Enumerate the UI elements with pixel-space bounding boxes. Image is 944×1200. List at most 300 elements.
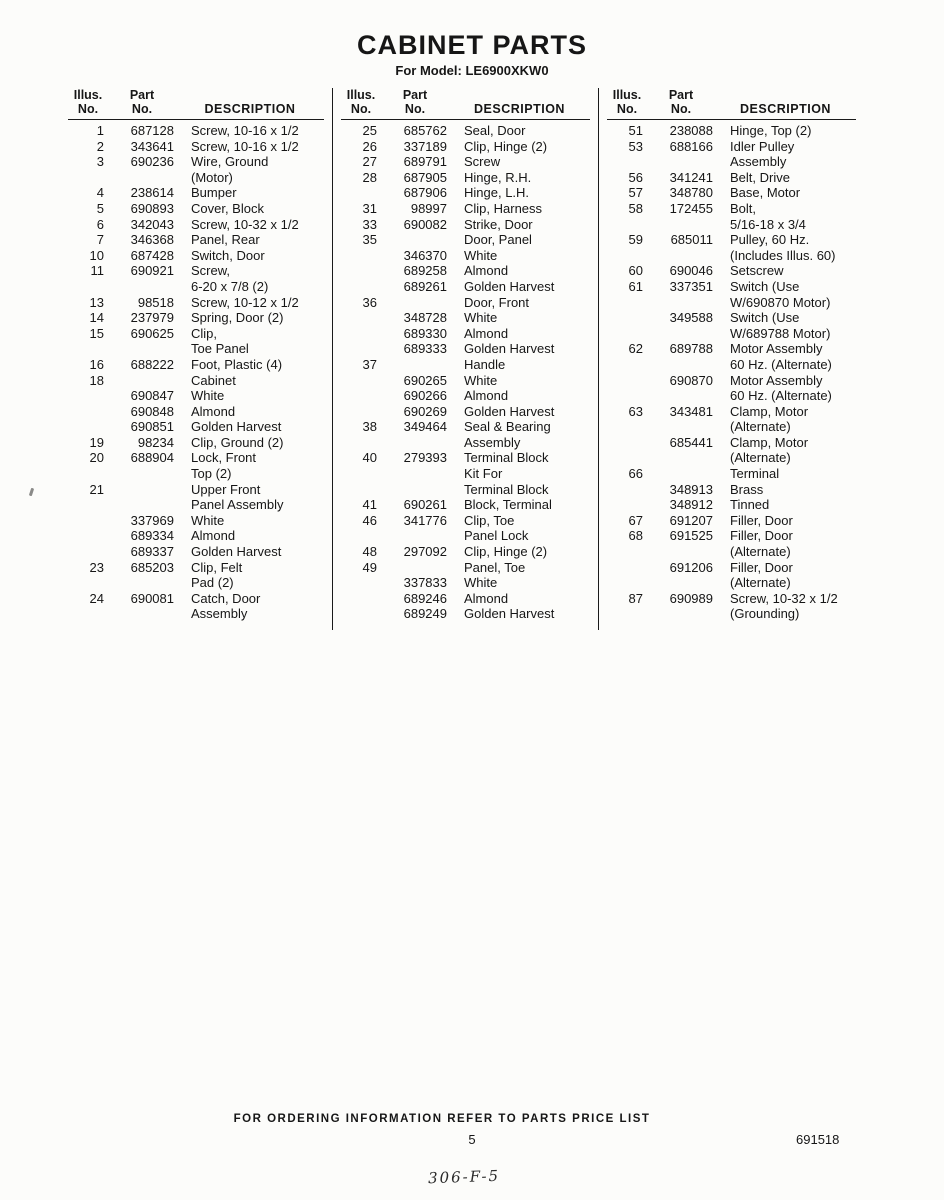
illus-no-cell xyxy=(607,295,647,311)
part-no-cell: 687428 xyxy=(130,247,174,263)
table-row xyxy=(68,544,324,560)
description-cell: Seal, Door xyxy=(464,123,526,138)
illus-no-cell xyxy=(341,326,381,342)
table-row xyxy=(341,201,590,217)
table-row xyxy=(68,575,324,591)
table-row xyxy=(68,295,324,311)
part-no-cell xyxy=(108,373,176,389)
description-cell: Screw, xyxy=(191,263,231,279)
model-subtitle: For Model: LE6900XKW0 xyxy=(395,63,549,78)
table-row xyxy=(607,419,856,435)
part-no-cell: 341241 xyxy=(669,169,713,185)
table-row xyxy=(341,544,590,560)
part-no-cell xyxy=(108,606,176,622)
illus-header-line1: Illus. xyxy=(612,88,642,102)
illus-no-cell: 61 xyxy=(628,278,643,294)
illus-no-cell xyxy=(68,606,108,622)
table-row xyxy=(607,357,856,373)
part-no-cell: 348913 xyxy=(669,481,713,497)
table-row xyxy=(341,357,590,373)
column-rows xyxy=(341,123,590,622)
part-no-cell: 348780 xyxy=(669,185,713,201)
table-row xyxy=(68,310,324,326)
illus-no-cell: 19 xyxy=(89,434,104,450)
table-row xyxy=(341,139,590,155)
table-row xyxy=(607,513,856,529)
illus-no-cell xyxy=(68,341,108,357)
description-cell: Clamp, Motor xyxy=(730,403,809,419)
part-no-cell: 98234 xyxy=(137,434,174,450)
part-no-cell: 690847 xyxy=(130,388,174,404)
illus-no-cell xyxy=(607,482,647,498)
description-cell: 60 Hz. (Alternate) xyxy=(730,356,832,372)
table-row xyxy=(68,154,324,170)
description-cell: Almond xyxy=(464,590,509,606)
table-row xyxy=(68,404,324,420)
illus-no-cell xyxy=(68,575,108,591)
part-no-cell: 690625 xyxy=(130,325,174,341)
description-cell: Brass xyxy=(730,481,764,497)
illus-no-cell: 57 xyxy=(628,185,643,201)
description-cell: Block, Terminal xyxy=(464,497,552,513)
description-cell: Kit For xyxy=(464,466,503,482)
part-no-cell xyxy=(108,497,176,513)
table-row xyxy=(68,248,324,264)
table-row xyxy=(68,419,324,435)
description-cell: Top (2) xyxy=(191,466,232,482)
part-no-cell: 279393 xyxy=(403,450,447,466)
table-row xyxy=(607,201,856,217)
part-no-cell xyxy=(381,466,449,482)
description-cell: 60 Hz. (Alternate) xyxy=(730,388,832,404)
description-cell: Filler, Door xyxy=(730,528,793,544)
description-cell: Almond xyxy=(464,388,509,404)
table-row xyxy=(607,279,856,295)
part-no-cell: 690989 xyxy=(669,590,713,606)
part-no-cell: 346370 xyxy=(403,247,447,263)
part-no-cell: 98518 xyxy=(137,294,174,310)
description-cell: Almond xyxy=(464,263,509,279)
illus-no-cell: 25 xyxy=(362,123,377,138)
illus-no-cell: 26 xyxy=(362,138,377,154)
table-row xyxy=(607,497,856,513)
table-row xyxy=(68,139,324,155)
illus-no-cell xyxy=(607,606,647,622)
part-no-cell: 337833 xyxy=(403,575,447,591)
part-no-header xyxy=(647,88,715,116)
table-row xyxy=(68,357,324,373)
table-row xyxy=(341,326,590,342)
illus-no-cell: 31 xyxy=(362,200,377,216)
table-row xyxy=(341,388,590,404)
part-no-cell: 348912 xyxy=(669,497,713,513)
column-rows xyxy=(68,123,324,622)
table-row xyxy=(341,310,590,326)
illus-no-cell: 18 xyxy=(89,372,104,388)
part-header-line1: Part xyxy=(668,88,694,102)
illus-no-cell: 60 xyxy=(628,263,643,279)
part-no-cell xyxy=(381,435,449,451)
table-row xyxy=(341,528,590,544)
description-cell: Golden Harvest xyxy=(464,341,555,357)
illus-no-cell: 48 xyxy=(362,544,377,560)
description-cell: Door, Front xyxy=(464,294,530,310)
part-no-cell: 690851 xyxy=(130,419,174,435)
part-no-cell xyxy=(108,170,176,186)
illus-no-cell xyxy=(68,404,108,420)
part-no-cell xyxy=(647,388,715,404)
table-row xyxy=(341,560,590,576)
illus-no-cell xyxy=(607,217,647,233)
description-cell: White xyxy=(464,247,498,263)
part-no-cell: 690081 xyxy=(130,590,174,606)
part-no-cell xyxy=(108,341,176,357)
table-row xyxy=(341,404,590,420)
illus-no-cell xyxy=(607,419,647,435)
part-no-cell: 337969 xyxy=(130,512,174,528)
illus-no-cell xyxy=(68,544,108,560)
description-cell: W/690870 Motor) xyxy=(730,294,831,310)
table-row xyxy=(68,217,324,233)
illus-no-cell: 13 xyxy=(89,294,104,310)
ordering-info-note: FOR ORDERING INFORMATION REFER TO PARTS PRICE LIST xyxy=(233,1113,651,1125)
part-no-cell: 691525 xyxy=(669,528,713,544)
part-no-cell: 685762 xyxy=(403,123,447,138)
table-row xyxy=(607,466,856,482)
description-cell: Motor Assembly xyxy=(730,341,823,357)
part-no-cell xyxy=(381,560,449,576)
illus-no-cell: 23 xyxy=(89,559,104,575)
illus-no-cell xyxy=(68,513,108,529)
description-cell: Strike, Door xyxy=(464,216,533,232)
part-no-cell: 690082 xyxy=(403,216,447,232)
part-no-cell xyxy=(108,466,176,482)
illus-no-cell: 37 xyxy=(362,356,377,372)
description-cell: Screw, 10-16 x 1/2 xyxy=(191,138,299,154)
table-row xyxy=(607,185,856,201)
description-cell: (Alternate) xyxy=(730,544,791,560)
illus-no-cell xyxy=(341,373,381,389)
description-cell: Clip, Hinge (2) xyxy=(464,544,548,560)
table-row xyxy=(68,341,324,357)
part-no-cell xyxy=(647,217,715,233)
table-row xyxy=(607,170,856,186)
description-cell: Hinge, L.H. xyxy=(464,185,530,201)
part-no-cell: 349588 xyxy=(669,310,713,326)
part-no-cell: 337189 xyxy=(403,138,447,154)
illus-no-cell: 62 xyxy=(628,341,643,357)
illus-no-cell: 59 xyxy=(628,232,643,248)
description-header: DESCRIPTION xyxy=(474,102,565,116)
illus-no-cell xyxy=(341,606,381,622)
part-no-cell: 348728 xyxy=(403,310,447,326)
part-no-cell: 172455 xyxy=(669,200,713,216)
illus-no-cell: 28 xyxy=(362,169,377,185)
illus-no-cell: 24 xyxy=(89,590,104,606)
description-cell: Golden Harvest xyxy=(191,419,282,435)
part-no-cell: 687905 xyxy=(403,169,447,185)
description-cell: Tinned xyxy=(730,497,770,513)
illus-no-cell: 68 xyxy=(628,528,643,544)
description-cell: Golden Harvest xyxy=(191,544,282,560)
parts-column-1 xyxy=(66,88,328,630)
description-cell: Switch, Door xyxy=(191,247,265,263)
illus-no-cell xyxy=(341,341,381,357)
description-cell: (Grounding) xyxy=(730,606,800,622)
description-cell: Hinge, R.H. xyxy=(464,169,532,185)
illus-header-line2: No. xyxy=(77,102,99,116)
illus-no-cell: 10 xyxy=(89,247,104,263)
part-no-cell xyxy=(647,154,715,170)
part-no-cell: 690265 xyxy=(403,372,447,388)
illus-header-line1: Illus. xyxy=(73,88,103,102)
description-cell: Assembly xyxy=(730,154,787,170)
part-no-cell: 690269 xyxy=(403,403,447,419)
part-no-cell: 690046 xyxy=(669,263,713,279)
part-no-cell xyxy=(381,482,449,498)
table-row xyxy=(607,263,856,279)
description-cell: Handle xyxy=(464,356,506,372)
table-row xyxy=(341,295,590,311)
part-no-cell: 690921 xyxy=(130,263,174,279)
part-no-cell: 690870 xyxy=(669,372,713,388)
table-row xyxy=(607,560,856,576)
description-cell: Pulley, 60 Hz. xyxy=(730,232,810,248)
description-cell: Upper Front xyxy=(191,481,261,497)
part-header-line1: Part xyxy=(402,88,428,102)
description-cell: Door, Panel xyxy=(464,232,532,248)
handwritten-note: 306-F-5 xyxy=(427,1166,501,1188)
description-header: DESCRIPTION xyxy=(204,102,296,116)
table-row xyxy=(607,591,856,607)
table-row xyxy=(607,404,856,420)
part-no-cell xyxy=(647,575,715,591)
description-cell: 5/16-18 x 3/4 xyxy=(730,216,806,232)
illus-no-cell xyxy=(607,544,647,560)
table-row xyxy=(607,139,856,155)
illus-no-cell xyxy=(341,482,381,498)
description-cell: Bolt, xyxy=(730,200,757,216)
illus-no-cell: 49 xyxy=(362,559,377,575)
description-cell: Panel, Toe xyxy=(464,559,526,575)
illus-no-cell: 33 xyxy=(362,216,377,232)
description-cell: Panel, Rear xyxy=(191,232,260,248)
part-no-cell: 238088 xyxy=(669,123,713,138)
part-header-line2: No. xyxy=(131,102,153,116)
table-row xyxy=(341,419,590,435)
column-header xyxy=(68,88,324,120)
table-row xyxy=(341,263,590,279)
table-row xyxy=(607,544,856,560)
table-row xyxy=(607,606,856,622)
description-cell: Motor Assembly xyxy=(730,372,823,388)
description-cell: Belt, Drive xyxy=(730,169,790,185)
table-row xyxy=(341,232,590,248)
part-no-cell xyxy=(647,450,715,466)
illus-no-cell: 5 xyxy=(96,200,104,216)
table-row xyxy=(341,497,590,513)
illus-no-cell: 40 xyxy=(362,450,377,466)
illus-no-cell xyxy=(341,310,381,326)
description-cell: Foot, Plastic (4) xyxy=(191,356,283,372)
description-cell: Pad (2) xyxy=(191,575,234,591)
illus-no-cell: 1 xyxy=(96,123,104,138)
table-row xyxy=(607,373,856,389)
description-cell: Toe Panel xyxy=(191,341,249,357)
illus-no-cell: 6 xyxy=(96,216,104,232)
scan-artifact xyxy=(29,488,34,497)
description-cell: Spring, Door (2) xyxy=(191,310,284,326)
part-no-cell xyxy=(108,279,176,295)
description-cell: Golden Harvest xyxy=(464,606,555,622)
description-cell: Almond xyxy=(191,403,236,419)
table-row xyxy=(68,528,324,544)
illus-no-cell: 3 xyxy=(96,154,104,170)
table-row xyxy=(607,450,856,466)
illus-no-cell xyxy=(68,279,108,295)
illus-no-cell: 35 xyxy=(362,232,377,248)
table-row xyxy=(68,388,324,404)
description-cell: Almond xyxy=(464,325,509,341)
table-row xyxy=(607,388,856,404)
description-cell: Setscrew xyxy=(730,263,784,279)
part-no-header xyxy=(108,88,176,116)
description-cell: Bumper xyxy=(191,185,237,201)
part-header-line2: No. xyxy=(670,102,692,116)
illus-no-cell: 15 xyxy=(89,325,104,341)
illus-no-cell xyxy=(341,248,381,264)
table-row xyxy=(341,279,590,295)
part-no-cell: 237979 xyxy=(130,310,174,326)
table-row xyxy=(68,591,324,607)
part-no-cell: 690893 xyxy=(130,200,174,216)
table-row xyxy=(607,482,856,498)
part-no-cell xyxy=(647,326,715,342)
table-row xyxy=(607,217,856,233)
part-no-cell: 343641 xyxy=(130,138,174,154)
table-row xyxy=(607,435,856,451)
description-cell: Switch (Use xyxy=(730,278,800,294)
illus-no-cell: 4 xyxy=(96,185,104,201)
illus-no-cell xyxy=(68,419,108,435)
description-cell: White xyxy=(191,512,225,528)
description-cell: White xyxy=(191,388,225,404)
part-no-cell: 689330 xyxy=(403,325,447,341)
table-row xyxy=(341,154,590,170)
illus-no-cell xyxy=(68,528,108,544)
table-row xyxy=(607,123,856,139)
table-row xyxy=(68,201,324,217)
description-cell: Terminal Block xyxy=(464,450,549,466)
part-no-cell: 297092 xyxy=(403,544,447,560)
table-row xyxy=(341,217,590,233)
table-row xyxy=(607,310,856,326)
part-no-cell: 690848 xyxy=(130,403,174,419)
illus-no-cell: 2 xyxy=(96,138,104,154)
description-cell: W/689788 Motor) xyxy=(730,325,831,341)
illus-no-cell: 38 xyxy=(362,419,377,435)
illus-no-cell: 67 xyxy=(628,512,643,528)
part-no-cell: 689788 xyxy=(669,341,713,357)
description-cell: Golden Harvest xyxy=(464,403,555,419)
table-row xyxy=(68,279,324,295)
table-row xyxy=(68,450,324,466)
document-number: 691518 xyxy=(796,1132,840,1147)
illus-no-cell xyxy=(341,591,381,607)
illus-header-line1: Illus. xyxy=(346,88,376,102)
description-cell: White xyxy=(464,372,498,388)
illus-no-cell: 27 xyxy=(362,154,377,170)
illus-no-cell xyxy=(607,373,647,389)
description-cell: (Alternate) xyxy=(730,419,791,435)
description-cell: (Includes Illus. 60) xyxy=(730,247,836,263)
table-row xyxy=(341,466,590,482)
table-row xyxy=(607,154,856,170)
illus-no-cell xyxy=(341,575,381,591)
description-cell: Seal & Bearing xyxy=(464,419,551,435)
description-cell: Clip, Harness xyxy=(464,200,543,216)
table-row xyxy=(68,497,324,513)
column-header xyxy=(607,88,856,120)
table-row xyxy=(68,435,324,451)
part-no-cell: 690261 xyxy=(403,497,447,513)
table-row xyxy=(607,232,856,248)
part-no-cell: 337351 xyxy=(669,278,713,294)
table-row xyxy=(341,513,590,529)
illus-no-cell: 7 xyxy=(96,232,104,248)
illus-no-cell xyxy=(341,185,381,201)
part-no-cell: 685203 xyxy=(130,559,174,575)
illus-no-cell: 87 xyxy=(628,590,643,606)
description-cell: Almond xyxy=(191,528,236,544)
part-no-cell: 341776 xyxy=(403,512,447,528)
table-row xyxy=(607,295,856,311)
description-cell: Panel Lock xyxy=(464,528,529,544)
table-row xyxy=(341,341,590,357)
part-no-header xyxy=(381,88,449,116)
description-cell: Screw, 10-32 x 1/2 xyxy=(191,216,299,232)
illus-no-cell xyxy=(68,497,108,513)
description-cell: Terminal Block xyxy=(464,481,549,497)
part-no-cell: 689258 xyxy=(403,263,447,279)
parts-table xyxy=(66,88,878,630)
description-cell: Screw, 10-16 x 1/2 xyxy=(191,123,299,138)
illus-no-cell xyxy=(607,154,647,170)
illus-no-cell xyxy=(607,326,647,342)
illus-no-cell: 56 xyxy=(628,169,643,185)
illus-no-cell: 11 xyxy=(90,263,104,279)
table-row xyxy=(68,560,324,576)
illus-no-cell: 66 xyxy=(628,466,643,482)
part-no-cell: 685441 xyxy=(669,434,713,450)
part-no-cell xyxy=(108,482,176,498)
illus-no-cell: 41 xyxy=(362,497,377,513)
illus-no-cell xyxy=(341,404,381,420)
description-cell: Cover, Block xyxy=(191,200,264,216)
illus-no-cell xyxy=(607,357,647,373)
description-cell: Clip, xyxy=(191,325,218,341)
part-no-cell xyxy=(381,295,449,311)
description-cell: (Alternate) xyxy=(730,575,791,591)
part-no-cell xyxy=(381,357,449,373)
table-row xyxy=(341,435,590,451)
description-cell: Assembly xyxy=(191,606,248,622)
column-rows xyxy=(607,123,856,622)
illus-no-cell: 20 xyxy=(89,450,104,466)
description-cell: Golden Harvest xyxy=(464,278,555,294)
illus-no-header xyxy=(341,88,381,116)
illus-no-header xyxy=(607,88,647,116)
